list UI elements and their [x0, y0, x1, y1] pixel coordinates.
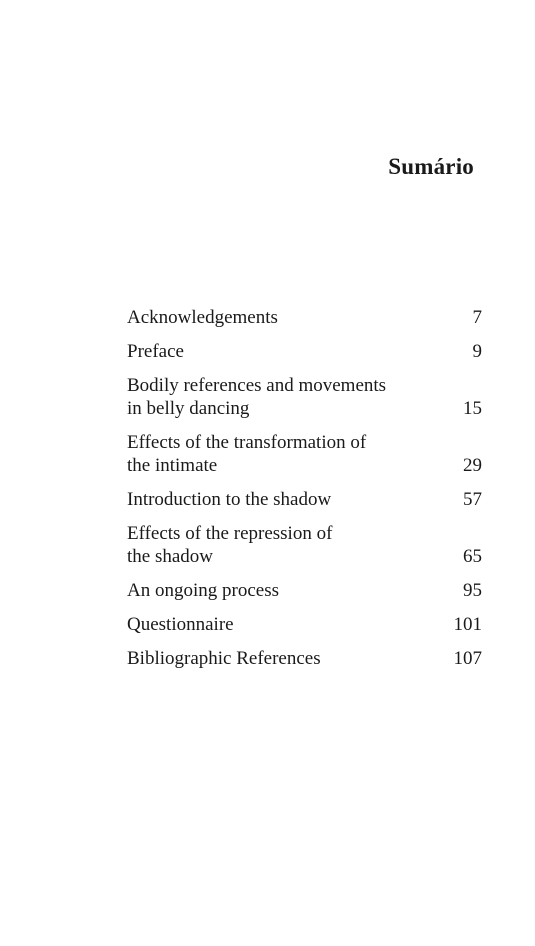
toc-page-number: 29: [463, 455, 482, 476]
toc-entry-title: [127, 340, 482, 363]
toc-entry-title-line: Preface: [127, 341, 184, 362]
toc-entry-title-line: Bibliographic References: [127, 648, 321, 669]
toc-page-number: 95: [463, 580, 482, 601]
toc-entry-title-line: Effects of the repression of: [127, 523, 333, 544]
toc-entry-ongoing-process: [127, 579, 482, 602]
toc-entry-effects-repression: [127, 522, 482, 568]
toc-entry-bibliographic-references: [127, 647, 482, 670]
toc-page-number: 9: [472, 341, 482, 362]
toc-entry-title-line: in belly dancing: [127, 398, 250, 419]
table-of-contents: [127, 306, 482, 681]
toc-entry-title: [127, 431, 482, 477]
toc-entry-title-line: the shadow: [127, 546, 214, 567]
toc-entry-title-line: An ongoing process: [127, 580, 279, 601]
toc-entry-title-line: the intimate: [127, 455, 218, 476]
toc-page-number: 65: [463, 546, 482, 567]
toc-entry-bodily-references: [127, 374, 482, 420]
toc-entry-introduction-shadow: [127, 488, 482, 511]
toc-entry-questionnaire: [127, 613, 482, 636]
toc-entry-title: [127, 522, 482, 568]
toc-entry-title: [127, 488, 482, 511]
toc-entry-title-line: Introduction to the shadow: [127, 489, 332, 510]
toc-entry-acknowledgements: [127, 306, 482, 329]
toc-page-number: 101: [453, 614, 482, 635]
toc-entry-title-line: Questionnaire: [127, 614, 234, 635]
toc-page-number: 57: [463, 489, 482, 510]
toc-page-number: 7: [472, 307, 482, 328]
toc-entry-title-line: Bodily references and movements: [127, 375, 387, 396]
toc-page-number: 107: [453, 648, 482, 669]
toc-entry-title-line: Acknowledgements: [127, 307, 278, 328]
toc-entry-title-line: Effects of the transformation of: [127, 432, 367, 453]
toc-entry-title: [127, 306, 482, 329]
toc-entry-title: [127, 374, 482, 420]
toc-page-number: 15: [463, 398, 482, 419]
toc-entry-title: [127, 579, 482, 602]
toc-entry-title: [127, 613, 482, 636]
page-title: Sumário: [388, 154, 474, 179]
toc-entry-preface: [127, 340, 482, 363]
toc-entry-title: [127, 647, 482, 670]
toc-entry-effects-transformation: [127, 431, 482, 477]
